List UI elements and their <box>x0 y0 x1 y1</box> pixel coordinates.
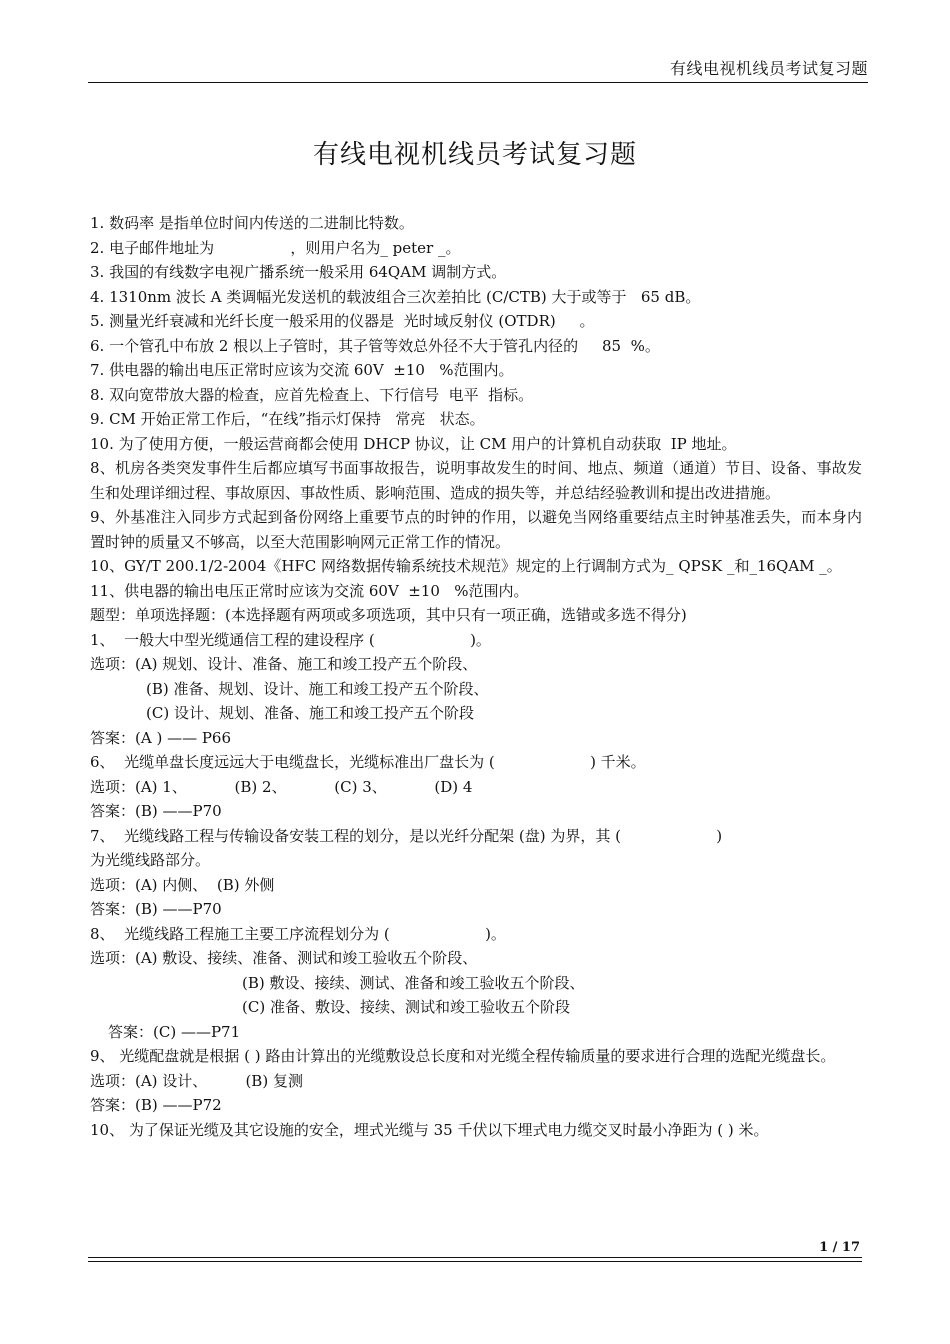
footer-divider-secondary <box>88 1261 862 1262</box>
question: 9、 光缆配盘就是根据 ( ) 路由计算出的光缆敷设总长度和对光缆全程传输质量的要求进行合理的选配光缆盘长。 <box>90 1047 836 1065</box>
question: 1、 一般大中型光缆通信工程的建设程序 ( )。 <box>90 630 491 649</box>
body-paragraph: 8、机房各类突发事件生后都应填写书面事故报告，说明事故发生的时间、地点、频道（通道）节目、设备、事故发生和处理详细过程、事故原因、事故性质、影响范围、造成的损失等，并总结经验教训和提出改进措施。 <box>90 459 862 502</box>
body-paragraph: 9、外基准注入同步方式起到备份网络上重要节点的时钟的作用，以避免当网络重要结点主时钟基准丢失，而本身内置时钟的质量又不够高，以至大范围影响网元正常工作的情况。 <box>90 508 862 551</box>
running-header: 有线电视机线员考试复习题 <box>669 59 868 78</box>
options-line: 选项：(A) 设计、 (B) 复测 <box>90 1071 303 1090</box>
document-body <box>90 211 862 1142</box>
body-line: 5. 测量光纤衰减和光纤长度一般采用的仪器是 光时域反射仪 (OTDR) 。 <box>90 312 595 330</box>
answer-line: 答案：(C) ——P71 <box>108 1022 241 1041</box>
body-line: 6. 一个管孔中布放 2 根以上子管时，其子管等效总外径不大于管孔内径的 85 %。 <box>90 336 660 355</box>
page-number: 1 / 17 <box>819 1240 860 1255</box>
header-divider <box>88 82 868 83</box>
body-line: 9. CM 开始正常工作后，“在线”指示灯保持 常亮 状态。 <box>90 410 485 428</box>
answer-line: 答案：(B) ——P70 <box>90 802 222 820</box>
options-line: 选项：(A) 内侧、 (B) 外侧 <box>90 875 275 894</box>
option-line: (B) 敷设、接续、测试、准备和竣工验收五个阶段、 <box>242 973 585 992</box>
body-line: 10. 为了使用方便，一般运营商都会使用 DHCP 协议，让 CM 用户的计算机自动获取 IP 地址。 <box>90 434 737 453</box>
question: 10、 为了保证光缆及其它设施的安全，埋式光缆与 35 千伏以下埋式电力缆交叉时最小净距为 ( ) 米。 <box>90 1120 769 1139</box>
question-continuation: 为光缆线路部分。 <box>90 851 211 869</box>
document-title: 有线电视机线员考试复习题 <box>312 140 637 170</box>
section-heading: 题型：单项选择题：(本选择题有两项或多项选项，其中只有一项正确，选错或多选不得分) <box>90 606 687 624</box>
option-line: (B) 准备、规划、设计、施工和竣工投产五个阶段、 <box>146 679 489 698</box>
body-line: 4. 1310nm 波长 A 类调幅光发送机的载波组合三次差拍比 (C/CTB) 大于或等于 65 dB。 <box>90 287 701 306</box>
answer-line: 答案：(B) ——P72 <box>90 1096 222 1114</box>
option-line: (C) 准备、敷设、接续、测试和竣工验收五个阶段 <box>242 998 570 1016</box>
question: 7、 光缆线路工程与传输设备安装工程的划分，是以光纤分配架 (盘) 为界，其 ( ) <box>90 826 723 845</box>
option-line: (C) 设计、规划、准备、施工和竣工投产五个阶段 <box>146 704 474 722</box>
question: 6、 光缆单盘长度远远大于电缆盘长，光缆标准出厂盘长为 ( ) 千米。 <box>90 753 646 771</box>
body-line: 3. 我国的有线数字电视广播系统一般采用 64QAM 调制方式。 <box>90 263 507 281</box>
options-line: 选项：(A) 敷设、接续、准备、测试和竣工验收五个阶段、 <box>90 949 478 967</box>
answer-line: 答案：(A ) —— P66 <box>90 728 232 747</box>
body-line: 1. 数码率 是指单位时间内传送的二进制比特数。 <box>90 214 414 232</box>
body-line: 2. 电子邮件地址为 ，则用户名为_ peter _。 <box>90 238 461 257</box>
body-line: 7. 供电器的输出电压正常时应该为交流 60V ±10 %范围内。 <box>90 361 514 379</box>
options-line: 选项：(A) 1、 (B) 2、 (C) 3、 (D) 4 <box>90 777 473 796</box>
options-line: 选项：(A) 规划、设计、准备、施工和竣工投产五个阶段、 <box>90 655 478 673</box>
body-line: 11、供电器的输出电压正常时应该为交流 60V ±10 %范围内。 <box>90 581 529 600</box>
footer-divider <box>88 1257 862 1258</box>
body-line: 8. 双向宽带放大器的检查，应首先检查上、下行信号 电平 指标。 <box>90 385 534 404</box>
body-line: 10、GY/T 200.1/2-2004《HFC 网络数据传输系统技术规范》规定的上行调制方式为_ QPSK _和_16QAM _。 <box>90 557 842 575</box>
answer-line: 答案：(B) ——P70 <box>90 900 222 918</box>
question: 8、 光缆线路工程施工主要工序流程划分为 ( )。 <box>90 924 506 943</box>
